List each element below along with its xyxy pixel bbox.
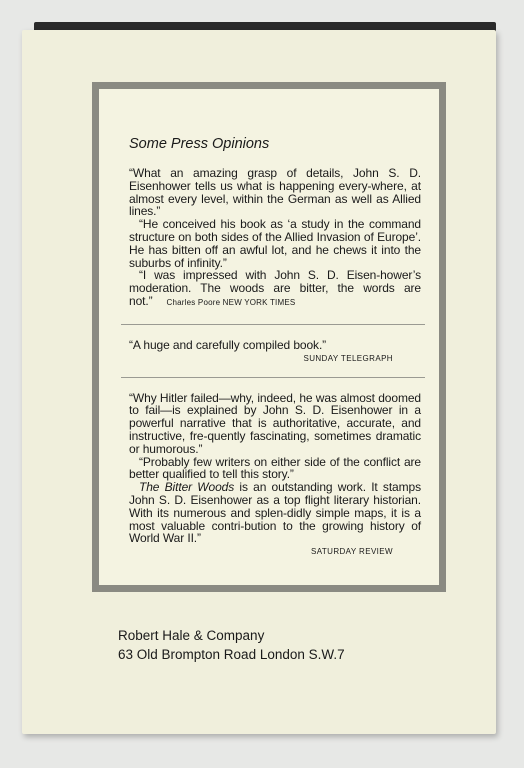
book-title: The Bitter Woods — [139, 480, 235, 495]
quote-paragraph: “What an amazing grasp of details, John S. D. Eisenhower tells us what is happening every-where, at almost every level, within the German as well as Allied lines.” — [129, 166, 421, 219]
quote-source: SATURDAY REVIEW — [310, 547, 393, 557]
quote-text: is an outstanding work. It stamps John S. D. Eisenhower as a top flight literary historian. With its numerous and splen-didly simple maps, it is a most valuable contri-bution to the growing history of World War II.” — [129, 480, 421, 546]
section-heading: Some Press Opinions — [129, 136, 270, 152]
quote-paragraph — [129, 481, 421, 545]
quote-attribution: Charles Poore NEW YORK TIMES — [166, 297, 296, 307]
quote-paragraph: “Probably few writers on either side of the conflict are better qualified to tell this story.” — [129, 454, 421, 482]
press-opinions-panel — [99, 89, 439, 585]
divider — [121, 324, 425, 325]
divider — [121, 377, 425, 378]
press-opinions-frame — [92, 82, 446, 592]
quote-paragraph: “Why Hitler failed—why, indeed, he was almost doomed to fail—is explained by John S. D. Eisenhower in a powerful narrative that is authoritative, accurate, and instructive, fre-quently fascinating, sometimes dramatic or humorous.” — [129, 390, 421, 456]
quote-text: “I was impressed with John S. D. Eisen-hower’s moderation. The woods are bitter, the words are not.” — [129, 268, 421, 308]
quote-paragraph: “A huge and carefully compiled book.” — [129, 337, 327, 352]
publisher-address: 63 Old Brompton Road London S.W.7 — [118, 647, 345, 662]
quote-paragraph — [129, 269, 421, 309]
publisher-name: Robert Hale & Company — [118, 628, 265, 643]
publisher-block — [118, 626, 345, 664]
quote-paragraph: “He conceived his book as ‘a study in the command structure on both sides of the Allied Invasion of Europe’. He has bitten off an awful lot, and he chews it into the suburbs of infinity.” — [129, 217, 421, 270]
quote-source: SUNDAY TELEGRAPH — [303, 353, 393, 363]
